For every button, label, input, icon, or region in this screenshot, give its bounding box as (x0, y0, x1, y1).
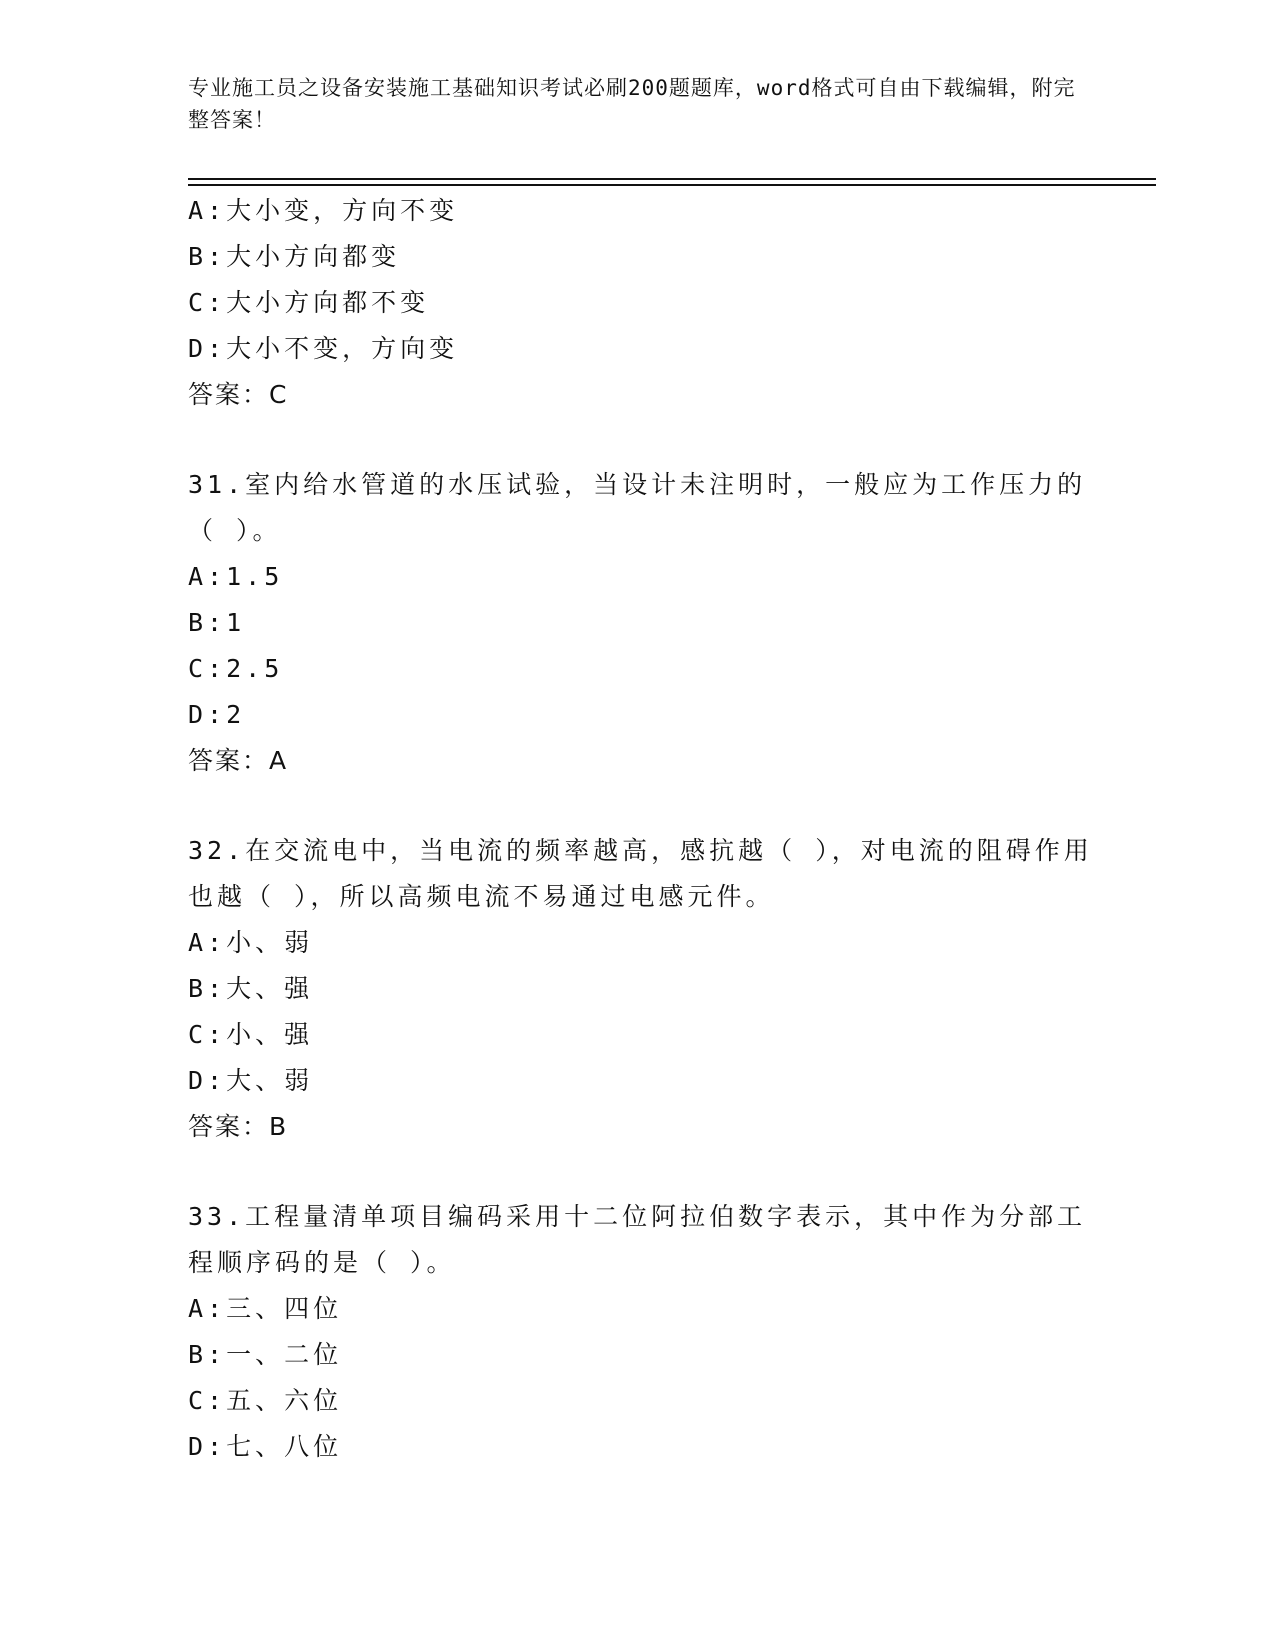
option-letter: B: (188, 608, 227, 637)
option-text: 2 (226, 700, 246, 729)
header-divider-bottom (188, 184, 1156, 186)
question-32 (188, 828, 1108, 1150)
option-d (188, 1058, 1108, 1104)
option-letter: C: (188, 654, 227, 683)
option-text: 一、二位 (226, 1340, 343, 1369)
option-text: 五、六位 (226, 1386, 343, 1415)
question-31 (188, 462, 1108, 784)
answer-line: 答案：A (188, 746, 289, 775)
question-fragment (188, 188, 1108, 418)
question-list (188, 188, 1108, 1470)
option-letter: D: (188, 1066, 227, 1095)
option-letter: B: (188, 242, 227, 271)
option-letter: D: (188, 1432, 227, 1461)
option-b (188, 966, 1108, 1012)
question-text: 31.室内给水管道的水压试验，当设计未注明时，一般应为工作压力的（ ）。 (188, 470, 1087, 545)
option-a (188, 554, 1108, 600)
option-letter: A: (188, 196, 227, 225)
option-text: 大小变，方向不变 (226, 196, 459, 225)
option-b (188, 600, 1108, 646)
option-text: 七、八位 (226, 1432, 343, 1461)
option-b (188, 1332, 1108, 1378)
document-header: 专业施工员之设备安装施工基础知识考试必刷200题题库，word格式可自由下载编辑，附完整答案！ (188, 76, 1076, 132)
option-a (188, 188, 1108, 234)
option-d (188, 692, 1108, 738)
option-letter: D: (188, 700, 227, 729)
option-text: 三、四位 (226, 1294, 343, 1323)
option-d (188, 326, 1108, 372)
option-text: 大、弱 (226, 1066, 314, 1095)
question-text: 33.工程量清单项目编码采用十二位阿拉伯数字表示，其中作为分部工程顺序码的是（ ）。 (188, 1202, 1087, 1277)
option-letter: C: (188, 1386, 227, 1415)
option-text: 1.5 (226, 562, 284, 591)
answer-line: 答案：C (188, 380, 289, 409)
option-text: 小、弱 (226, 928, 314, 957)
question-33 (188, 1194, 1108, 1470)
option-a (188, 920, 1108, 966)
option-c (188, 1378, 1108, 1424)
option-letter: B: (188, 1340, 227, 1369)
option-a (188, 1286, 1108, 1332)
option-text: 1 (226, 608, 246, 637)
question-text: 32.在交流电中，当电流的频率越高，感抗越（ ），对电流的阻碍作用也越（ ），所以高频电流不易通过电感元件。 (188, 836, 1093, 911)
option-text: 大小方向都变 (226, 242, 401, 271)
option-letter: C: (188, 1020, 227, 1049)
option-c (188, 1012, 1108, 1058)
option-letter: B: (188, 974, 227, 1003)
option-text: 大小不变，方向变 (226, 334, 459, 363)
option-c (188, 280, 1108, 326)
option-letter: A: (188, 1294, 227, 1323)
option-text: 大、强 (226, 974, 314, 1003)
answer-line: 答案：B (188, 1112, 289, 1141)
option-letter: C: (188, 288, 227, 317)
option-text: 大小方向都不变 (226, 288, 430, 317)
header-divider-top (188, 178, 1156, 180)
option-letter: A: (188, 562, 227, 591)
option-letter: A: (188, 928, 227, 957)
option-b (188, 234, 1108, 280)
option-c (188, 646, 1108, 692)
option-text: 2.5 (226, 654, 284, 683)
option-d (188, 1424, 1108, 1470)
option-letter: D: (188, 334, 227, 363)
option-text: 小、强 (226, 1020, 314, 1049)
